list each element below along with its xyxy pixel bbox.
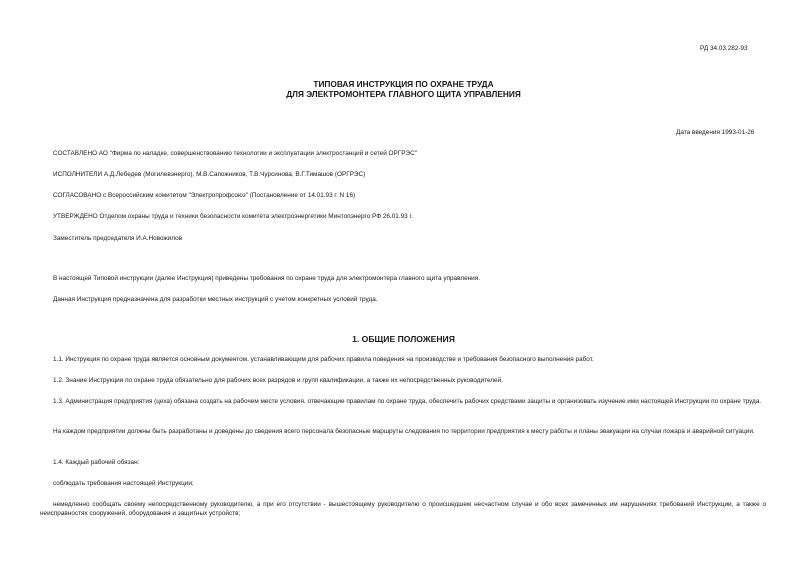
- clause-1-3-evacuation: На каждом предприятии должны быть разработаны и доведены до сведения всего персонала безопасные маршруты следования по территории предприятия к месту работы и планы эвакуации на случаи пожара и аварийной ситуации.: [53, 428, 755, 435]
- duty-item-2: немедленно сообщать своему непосредственному руководителю, а при его отсутствии - вышестоящему руководителю о происшедшем несчастном случае и обо всех замеченных им нарушениях требований Инструкции, а также о неисправностях сооружений, оборудования и защитных устройств;: [40, 501, 766, 517]
- section-heading: 1. ОБЩИЕ ПОЛОЖЕНИЯ: [352, 334, 455, 344]
- intro-paragraph-2: Данная Инструкция предназначена для разработки местных инструкций с учетом конкретных условий труда.: [53, 296, 378, 303]
- intro-paragraph-1: В настоящей Типовой инструкции (далее Инструкция) приведены требования по охране труда для электромонтера главного щита управления.: [53, 275, 480, 282]
- document-title-line-2: ДЛЯ ЭЛЕКТРОМОНТЕРА ГЛАВНОГО ЩИТА УПРАВЛЕНИЯ: [286, 89, 521, 99]
- document-title-line-1: ТИПОВАЯ ИНСТРУКЦИЯ ПО ОХРАНЕ ТРУДА: [313, 79, 494, 89]
- executors: ИСПОЛНИТЕЛИ А.Д.Лебедев (Могилевэнерго), М.В.Сапожников, Т.В.Чурсинова, В.Г.Тимашов (ОРГРЭС): [53, 171, 366, 178]
- deputy-chairman: Заместитель председателя И.А.Новожилов: [53, 235, 183, 242]
- clause-1-4: 1.4. Каждый рабочий обязан:: [53, 459, 140, 466]
- document-code: РД 34.03.282-93: [700, 45, 748, 52]
- agreed-with: СОГЛАСОВАНО с Всероссийским комитетом "Электропрофсоюз" (Постановление от 14.01.93 г. N 16): [53, 192, 356, 199]
- clause-1-3: 1.3. Администрация предприятия (цеха) обязана создать на рабочем месте условия, отвечающие правилам по охране труда, обеспечить рабочих средствами защиты и организовать изучение ими настоящей Инструкции по охране труда.: [53, 398, 762, 405]
- effective-date: Дата введения 1993-01-26: [676, 129, 755, 136]
- duty-item-1: соблюдать требования настоящей Инструкции;: [53, 480, 194, 487]
- compiled-by: СОСТАВЛЕНО АО "Фирма по наладке, совершенствованию технологии и эксплуатации электростанций и сетей ОРГРЭС": [53, 150, 417, 157]
- clause-1-2: 1.2. Знание Инструкции по охране труда обязательно для рабочих всех разрядов и групп квалификации, а также их непосредственных руководителей.: [53, 377, 503, 384]
- approved-by: УТВЕРЖДЕНО Отделом охраны труда и техники безопасности комитета электроэнергетики Минтопэнерго РФ 26.01.93 г.: [53, 213, 413, 220]
- clause-1-1: 1.1. Инструкция по охране труда является основным документом, устанавливающим для рабочих правила поведения на производстве и требования безопасного выполнения работ.: [53, 356, 594, 363]
